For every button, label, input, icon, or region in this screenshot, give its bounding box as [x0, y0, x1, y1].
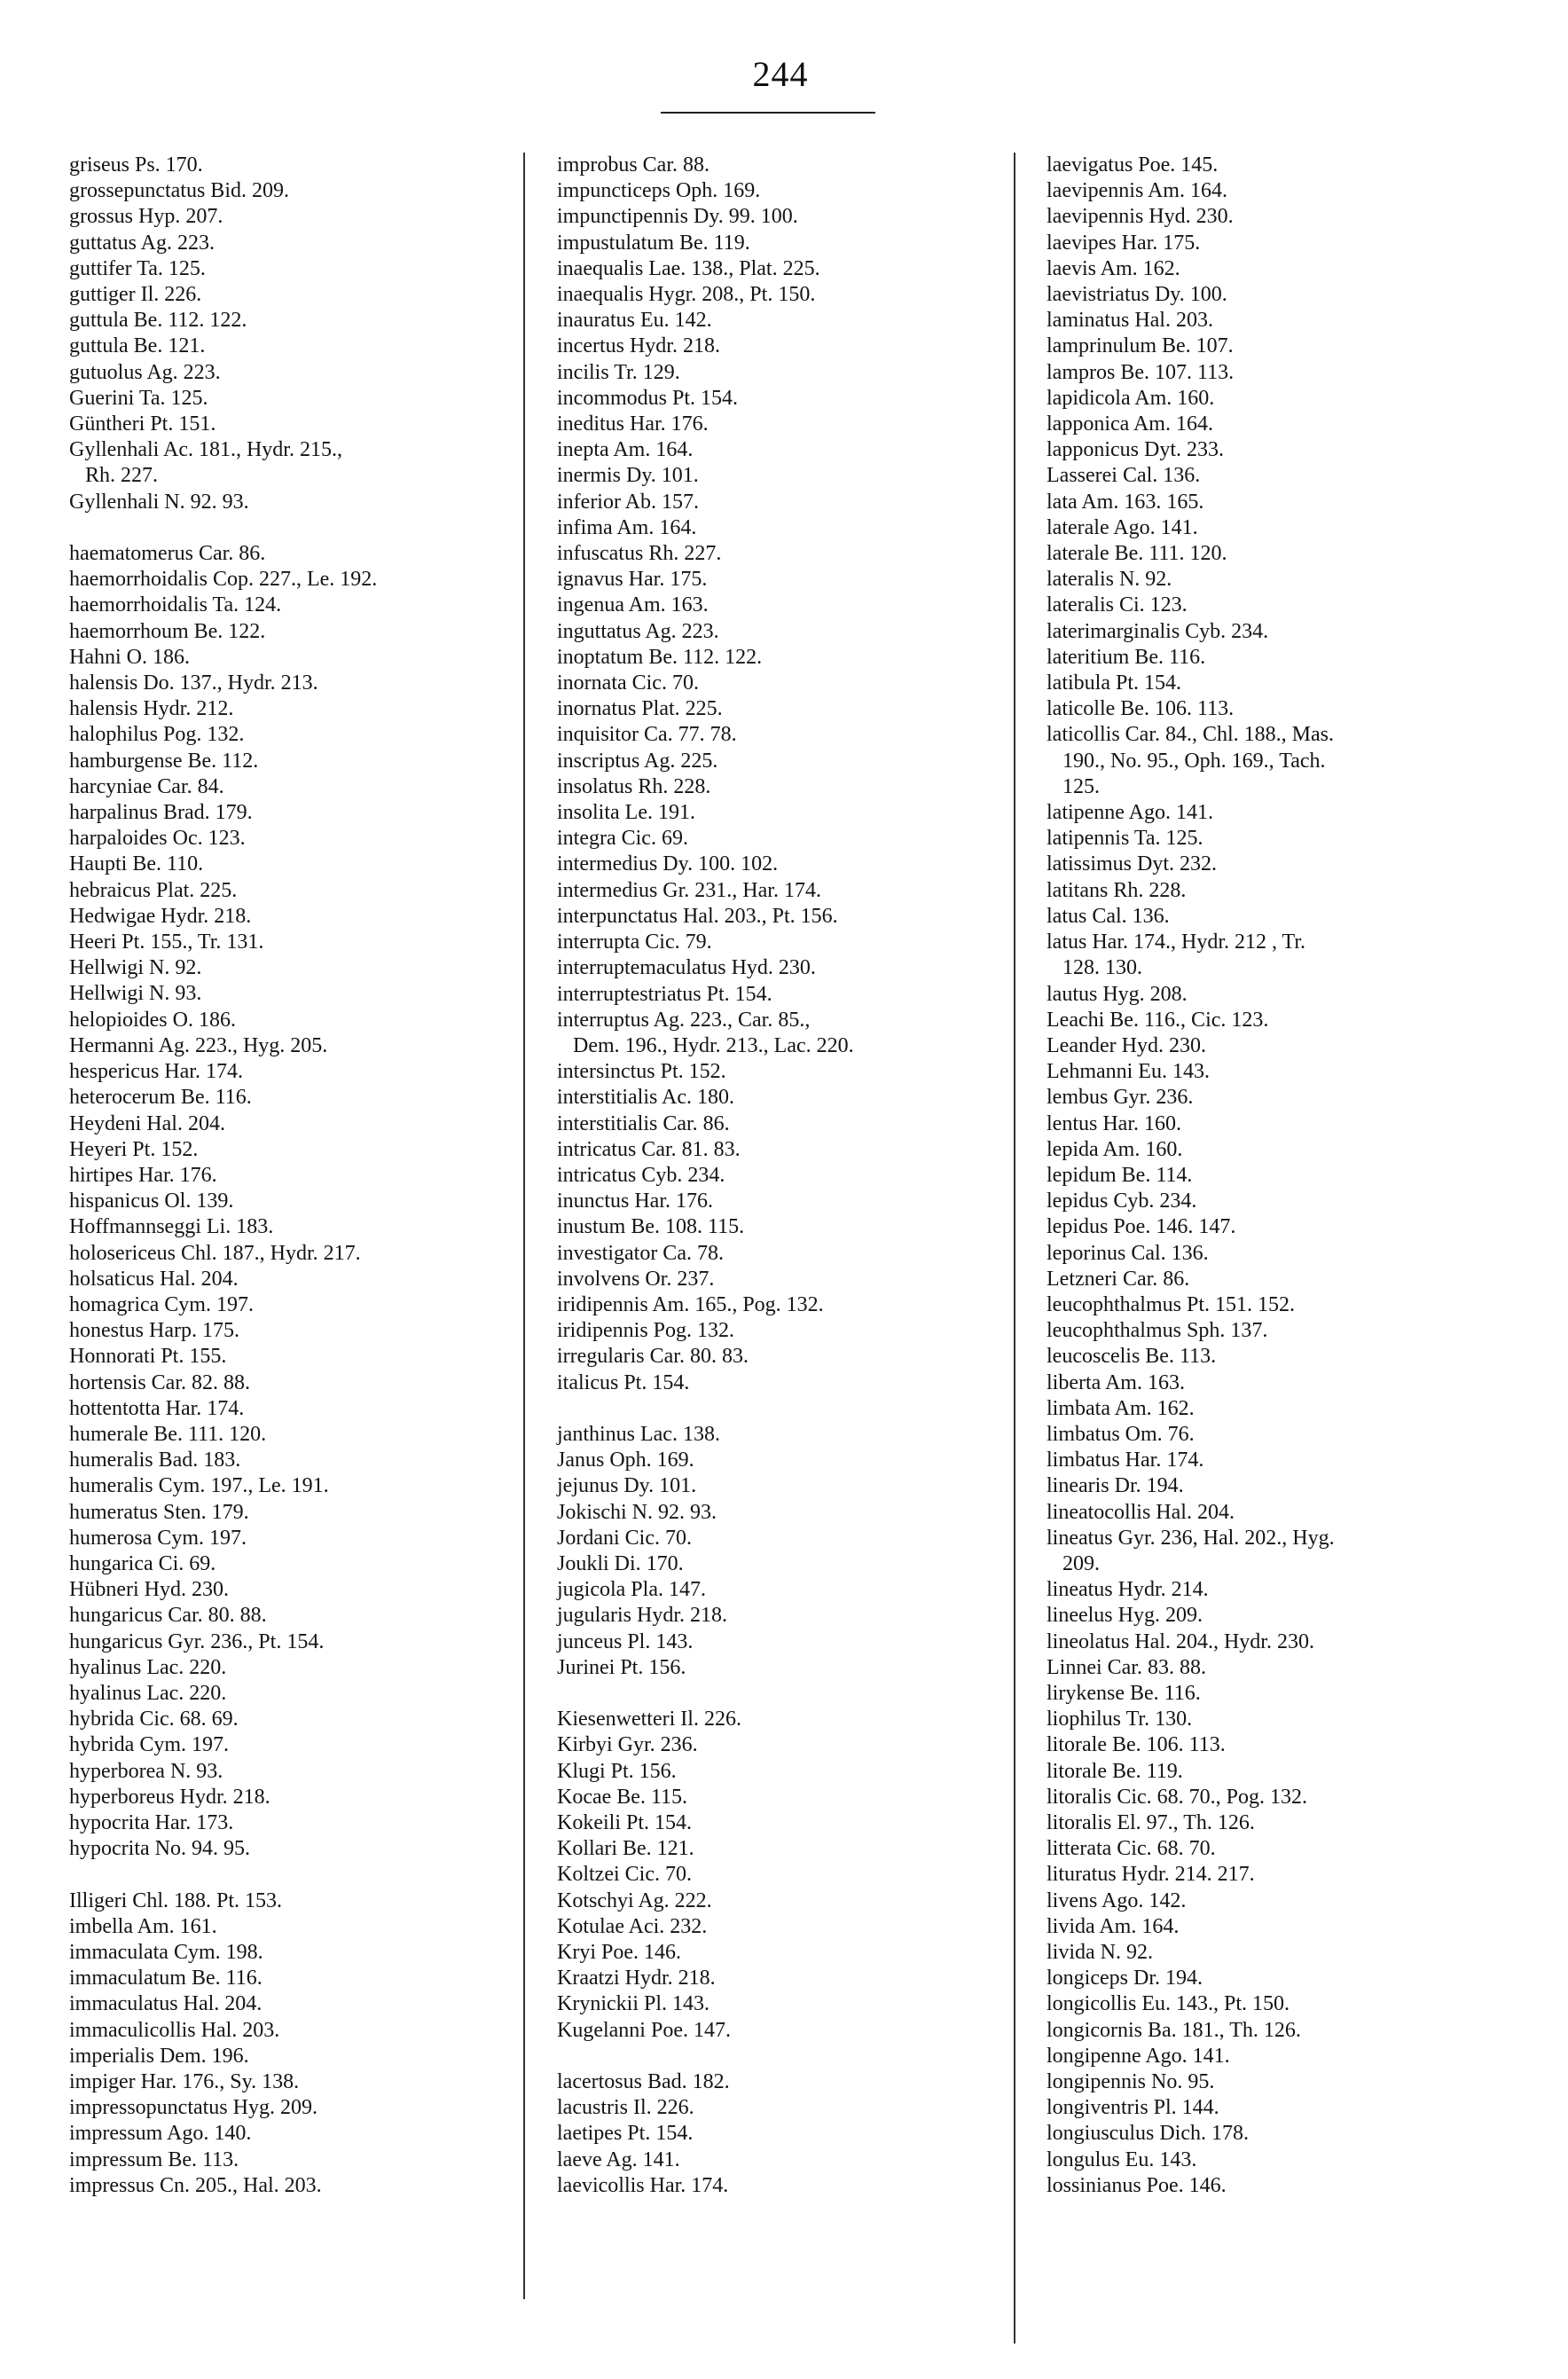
index-entry: Hoffmannseggi Li. 183. [69, 1215, 274, 1239]
index-entry: impunctipennis Dy. 99. 100. [557, 205, 798, 229]
index-entry: laevipennis Am. 164. [1047, 179, 1227, 203]
index-entry: livens Ago. 142. [1047, 1888, 1187, 1912]
index-entry: Hermanni Ag. 223., Hyg. 205. [69, 1033, 328, 1057]
index-entry: hungarica Ci. 69. [69, 1551, 216, 1575]
index-entry: Kryi Poe. 146. [557, 1940, 681, 1964]
index-entry: hottentotta Har. 174. [69, 1396, 245, 1420]
index-entry: Leachi Be. 116., Cic. 123. [1047, 1008, 1269, 1032]
index-entry: guttifer Ta. 125. [69, 256, 206, 280]
index-entry: laterimarginalis Cyb. 234. [1047, 619, 1269, 643]
index-entry: intersinctus Pt. 152. [557, 1060, 726, 1084]
index-entry: lacertosus Bad. 182. [557, 2069, 730, 2093]
index-entry: lepidus Poe. 146. 147. [1047, 1215, 1236, 1239]
column-divider [1014, 153, 1015, 2344]
index-entry: immaculatum Be. 116. [69, 1967, 263, 1990]
index-entry: Kiesenwetteri Il. 226. [557, 1708, 741, 1731]
index-entry: lineatus Hydr. 214. [1047, 1578, 1209, 1602]
index-entry: limbata Am. 162. [1047, 1396, 1195, 1420]
index-entry: leucophthalmus Pt. 151. 152. [1047, 1292, 1295, 1316]
index-entry: imbella Am. 161. [69, 1914, 217, 1938]
index-entry: inunctus Har. 176. [557, 1190, 713, 1213]
index-entry: Leander Hyd. 230. [1047, 1033, 1206, 1057]
index-entry: interstitialis Car. 86. [557, 1111, 730, 1135]
index-entry: interruptemaculatus Hyd. 230. [557, 956, 816, 980]
index-entry: immaculata Cym. 198. [69, 1940, 263, 1964]
index-entry: litterata Cic. 68. 70. [1047, 1837, 1216, 1861]
index-entry: limbatus Om. 76. [1047, 1422, 1195, 1446]
index-entry: livida N. 92. [1047, 1941, 1153, 1965]
index-entry: inguttatus Ag. 223. [557, 619, 719, 643]
index-entry: laevipennis Hyd. 230. [1047, 205, 1234, 229]
index-entry: limbatus Har. 174. [1047, 1449, 1204, 1472]
index-entry: longiventris Pl. 144. [1047, 2096, 1219, 2120]
index-entry: Linnei Car. 83. 88. [1047, 1655, 1206, 1679]
index-entry: longipenne Ago. 141. [1047, 2044, 1230, 2068]
index-entry: hungaricus Car. 80. 88. [69, 1604, 267, 1628]
index-entry: Hellwigi N. 93. [69, 982, 202, 1006]
index-entry: Rh. 227. [69, 464, 159, 488]
index-entry: Heeri Pt. 155., Tr. 131. [69, 930, 264, 954]
index-entry: Honnorati Pt. 155. [69, 1345, 227, 1369]
index-entry: laevistriatus Dy. 100. [1047, 283, 1227, 307]
index-entry: insolita Le. 191. [557, 801, 695, 825]
index-entry: hybrida Cym. 197. [69, 1733, 229, 1757]
index-entry: impuncticeps Oph. 169. [557, 179, 761, 203]
index-entry: inepta Am. 164. [557, 438, 694, 462]
index-entry: ignavus Har. 175. [557, 568, 708, 592]
index-entry: inornata Cic. 70. [557, 671, 699, 695]
index-entry: Illigeri Chl. 188. Pt. 153. [69, 1888, 282, 1912]
index-entry: interpunctatus Hal. 203., Pt. 156. [557, 904, 838, 928]
index-entry: intermedius Gr. 231., Har. 174. [557, 878, 821, 902]
index-entry: 209. [1047, 1551, 1100, 1575]
index-entry: latitans Rh. 228. [1047, 878, 1187, 902]
index-entry: laminatus Hal. 203. [1047, 309, 1213, 333]
index-entry: longiusculus Dich. 178. [1047, 2122, 1249, 2146]
index-entry: jugicola Pla. 147. [557, 1578, 706, 1602]
index-entry: hyperboreus Hydr. 218. [69, 1785, 270, 1809]
index-entry: junceus Pl. 143. [557, 1629, 694, 1653]
index-entry: improbus Car. 88. [557, 153, 710, 177]
index-entry: Joukli Di. 170. [557, 1551, 684, 1575]
section-gap [557, 2044, 1018, 2069]
index-entry: grossus Hyp. 207. [69, 205, 223, 229]
index-entry: guttula Be. 112. 122. [69, 309, 247, 333]
index-entry: Janus Oph. 169. [557, 1449, 694, 1472]
index-entry: inustum Be. 108. 115. [557, 1215, 745, 1239]
index-entry: lineelus Hyg. 209. [1047, 1604, 1203, 1628]
index-column-1 [69, 153, 530, 2199]
index-entry: longicollis Eu. 143., Pt. 150. [1047, 1992, 1290, 2016]
index-entry: liberta Am. 163. [1047, 1370, 1185, 1394]
index-entry: lamprinulum Be. 107. [1047, 334, 1234, 358]
index-entry: impressopunctatus Hyg. 209. [69, 2096, 318, 2120]
index-entry: litorale Be. 119. [1047, 1759, 1183, 1783]
index-entry: lapponicus Dyt. 233. [1047, 438, 1224, 462]
index-entry: Jordani Cic. 70. [557, 1526, 692, 1550]
index-entry: Kirbyi Gyr. 236. [557, 1733, 698, 1757]
index-entry: laterale Be. 111. 120. [1047, 542, 1227, 566]
index-entry: lateralis Ci. 123. [1047, 593, 1188, 617]
index-entry: interruptestriatus Pt. 154. [557, 982, 772, 1006]
index-entry: lineolatus Hal. 204., Hydr. 230. [1047, 1629, 1314, 1653]
index-entry: latibula Pt. 154. [1047, 671, 1181, 695]
index-entry: harpaloides Oc. 123. [69, 827, 246, 851]
index-entry: harpalinus Brad. 179. [69, 801, 253, 825]
index-entry: immaculicollis Hal. 203. [69, 2018, 280, 2042]
index-entry: inornatus Plat. 225. [557, 697, 723, 721]
index-entry: hirtipes Har. 176. [69, 1163, 217, 1187]
index-entry: ineditus Har. 176. [557, 412, 709, 436]
index-entry: Kocae Be. 115. [557, 1785, 688, 1809]
index-entry: integra Cic. 69. [557, 827, 688, 851]
index-entry: inermis Dy. 101. [557, 464, 699, 488]
index-entry: 190., No. 95., Oph. 169., Tach. [1047, 749, 1326, 773]
index-entry: Kotulae Aci. 232. [557, 1914, 708, 1938]
index-entry: hispanicus Ol. 139. [69, 1190, 234, 1213]
index-entry: hespericus Har. 174. [69, 1060, 243, 1084]
index-entry: janthinus Lac. 138. [557, 1422, 720, 1446]
index-entry: Kugelanni Poe. 147. [557, 2018, 731, 2042]
index-entry: lateritium Be. 116. [1047, 645, 1206, 669]
header-rule [661, 112, 875, 114]
index-entry: insolatus Rh. 228. [557, 774, 711, 798]
index-entry: Kollari Be. 121. [557, 1837, 694, 1861]
index-entry: irregularis Car. 80. 83. [557, 1345, 749, 1369]
index-entry: Haupti Be. 110. [69, 852, 204, 876]
index-entry: gutuolus Ag. 223. [69, 360, 221, 384]
index-entry: laticolle Be. 106. 113. [1047, 697, 1235, 721]
index-entry: Heyeri Pt. 152. [69, 1137, 199, 1161]
index-entry: laeve Ag. 141. [557, 2147, 680, 2171]
section-gap [69, 1862, 530, 1888]
index-entry: Kokeili Pt. 154. [557, 1810, 693, 1834]
index-entry: laticollis Car. 84., Chl. 188., Mas. [1047, 723, 1334, 747]
index-entry: inauratus Eu. 142. [557, 309, 712, 333]
index-entry: Klugi Pt. 156. [557, 1759, 677, 1783]
index-entry: halensis Hydr. 212. [69, 697, 234, 721]
index-entry: Hedwigae Hydr. 218. [69, 904, 252, 928]
index-entry: lituratus Hydr. 214. 217. [1047, 1863, 1255, 1887]
index-entry: interruptus Ag. 223., Car. 85., [557, 1008, 811, 1032]
index-entry: impustulatum Be. 119. [557, 231, 750, 255]
section-gap [557, 1681, 1018, 1707]
index-entry: Koltzei Cic. 70. [557, 1863, 692, 1887]
index-entry: Lasserei Cal. 136. [1047, 464, 1201, 488]
section-gap [69, 515, 530, 541]
index-entry: humerosa Cym. 197. [69, 1526, 247, 1550]
index-entry: longipennis No. 95. [1047, 2070, 1215, 2094]
index-entry: laterale Ago. 141. [1047, 515, 1198, 539]
index-entry: halophilus Pog. 132. [69, 723, 245, 747]
index-entry: inferior Ab. 157. [557, 490, 699, 514]
page-number: 244 [752, 54, 809, 94]
index-entry: latipenne Ago. 141. [1047, 801, 1213, 825]
section-gap [557, 1396, 1018, 1422]
index-entry: Guerini Ta. 125. [69, 386, 208, 410]
index-entry: 125. [1047, 774, 1100, 798]
index-entry: lapidicola Am. 160. [1047, 386, 1215, 410]
index-entry: leucophthalmus Sph. 137. [1047, 1319, 1268, 1343]
index-entry: guttula Be. 121. [69, 334, 206, 358]
index-entry: inscriptus Ag. 225. [557, 749, 718, 773]
index-entry: humeratus Sten. 179. [69, 1500, 249, 1524]
index-entry: Heydeni Hal. 204. [69, 1111, 225, 1135]
index-entry: Gyllenhali Ac. 181., Hydr. 215., [69, 438, 342, 462]
index-entry: imperialis Dem. 196. [69, 2044, 249, 2068]
index-entry: lembus Gyr. 236. [1047, 1086, 1194, 1110]
index-entry: litoralis Cic. 68. 70., Pog. 132. [1047, 1785, 1307, 1809]
index-entry: linearis Dr. 194. [1047, 1474, 1184, 1498]
index-entry: lineatus Gyr. 236, Hal. 202., Hyg. [1047, 1526, 1335, 1550]
index-entry: haemorrhoidalis Cop. 227., Le. 192. [69, 568, 378, 592]
index-entry: Kotschyi Ag. 222. [557, 1888, 712, 1912]
index-entry: holosericeus Chl. 187., Hydr. 217. [69, 1241, 361, 1265]
index-entry: harcyniae Car. 84. [69, 774, 224, 798]
index-entry: heterocerum Be. 116. [69, 1086, 252, 1110]
index-entry: inquisitor Ca. 77. 78. [557, 723, 737, 747]
column-divider [523, 153, 525, 2299]
index-entry: lentus Har. 160. [1047, 1111, 1181, 1135]
index-entry: lirykense Be. 116. [1047, 1681, 1201, 1705]
index-entry: impressus Cn. 205., Hal. 203. [69, 2173, 322, 2197]
index-entry: homagrica Cym. 197. [69, 1292, 254, 1316]
index-entry: immaculatus Hal. 204. [69, 1992, 263, 2016]
index-entry: laevigatus Poe. 145. [1047, 153, 1219, 177]
index-entry: leucoscelis Be. 113. [1047, 1345, 1217, 1369]
index-entry: Hübneri Hyd. 230. [69, 1578, 229, 1602]
index-entry: jejunus Dy. 101. [557, 1474, 697, 1498]
index-entry: halensis Do. 137., Hydr. 213. [69, 671, 318, 695]
index-entry: intricatus Cyb. 234. [557, 1163, 725, 1187]
index-entry: liophilus Tr. 130. [1047, 1708, 1193, 1731]
index-entry: jugularis Hydr. 218. [557, 1604, 727, 1628]
index-entry: laevicollis Har. 174. [557, 2173, 729, 2197]
index-entry: impiger Har. 176., Sy. 138. [69, 2070, 300, 2093]
index-entry: litorale Be. 106. 113. [1047, 1733, 1226, 1757]
index-entry: hungaricus Gyr. 236., Pt. 154. [69, 1629, 325, 1653]
index-entry: latus Cal. 136. [1047, 904, 1170, 928]
index-entry: laevis Am. 162. [1047, 256, 1180, 280]
index-entry: iridipennis Pog. 132. [557, 1319, 735, 1343]
index-entry: guttiger Il. 226. [69, 283, 202, 307]
index-entry: infuscatus Rh. 227. [557, 542, 722, 566]
index-entry: impressum Be. 113. [69, 2147, 239, 2171]
index-entry: lossinianus Poe. 146. [1047, 2173, 1227, 2197]
index-entry: haemorrhoum Be. 122. [69, 619, 266, 643]
index-entry: helopioides O. 186. [69, 1008, 236, 1032]
index-entry: Lehmanni Eu. 143. [1047, 1060, 1210, 1084]
index-entry: grossepunctatus Bid. 209. [69, 179, 289, 203]
index-entry: ingenua Am. 163. [557, 593, 709, 617]
index-entry: hamburgense Be. 112. [69, 749, 259, 773]
index-entry: laevipes Har. 175. [1047, 231, 1201, 255]
index-entry: Hellwigi N. 92. [69, 956, 202, 980]
index-entry: intermedius Dy. 100. 102. [557, 852, 779, 876]
index-entry: livida Am. 164. [1047, 1914, 1180, 1938]
index-entry: 128. 130. [1047, 956, 1142, 980]
index-entry: guttatus Ag. 223. [69, 231, 216, 255]
index-entry: Jurinei Pt. 156. [557, 1655, 686, 1679]
index-entry: inoptatum Be. 112. 122. [557, 645, 763, 669]
index-entry: holsaticus Hal. 204. [69, 1267, 239, 1291]
index-entry: hyalinus Lac. 220. [69, 1681, 227, 1705]
index-entry: latus Har. 174., Hydr. 212 , Tr. [1047, 930, 1306, 954]
index-entry: incilis Tr. 129. [557, 360, 680, 384]
index-entry: inaequalis Hygr. 208., Pt. 150. [557, 283, 816, 307]
index-entry: Güntheri Pt. 151. [69, 412, 216, 436]
index-entry: latipennis Ta. 125. [1047, 827, 1203, 851]
index-entry: involvens Or. 237. [557, 1267, 715, 1291]
index-entry: Krynickii Pl. 143. [557, 1992, 710, 2016]
index-entry: lautus Hyg. 208. [1047, 982, 1188, 1006]
index-entry: latissimus Dyt. 232. [1047, 852, 1218, 876]
index-entry: lineatocollis Hal. 204. [1047, 1500, 1235, 1524]
index-entry: investigator Ca. 78. [557, 1241, 724, 1265]
index-entry: lapponica Am. 164. [1047, 412, 1213, 436]
index-entry: lampros Be. 107. 113. [1047, 360, 1235, 384]
index-entry: hyperborea N. 93. [69, 1759, 223, 1783]
index-entry: litoralis El. 97., Th. 126. [1047, 1811, 1255, 1834]
index-entry: honestus Harp. 175. [69, 1319, 239, 1343]
index-entry: lepidus Cyb. 234. [1047, 1190, 1197, 1213]
index-entry: griseus Ps. 170. [69, 153, 203, 177]
index-entry: lacustris Il. 226. [557, 2096, 694, 2120]
index-entry: inaequalis Lae. 138., Plat. 225. [557, 256, 820, 280]
index-entry: intricatus Car. 81. 83. [557, 1137, 741, 1161]
index-entry: interstitialis Ac. 180. [557, 1086, 734, 1110]
index-entry: iridipennis Am. 165., Pog. 132. [557, 1292, 824, 1316]
index-entry: interrupta Cic. 79. [557, 930, 712, 954]
index-entry: longulus Eu. 143. [1047, 2147, 1197, 2171]
index-entry: longiceps Dr. 194. [1047, 1967, 1203, 1990]
index-entry: haematomerus Car. 86. [69, 542, 266, 566]
index-entry: Dem. 196., Hydr. 213., Lac. 220. [557, 1033, 854, 1057]
index-entry: incertus Hydr. 218. [557, 334, 720, 358]
index-entry: Gyllenhali N. 92. 93. [69, 490, 249, 514]
index-entry: Letzneri Car. 86. [1047, 1267, 1190, 1291]
index-entry: laetipes Pt. 154. [557, 2122, 694, 2146]
index-entry: humeralis Cym. 197., Le. 191. [69, 1474, 329, 1498]
index-entry: infima Am. 164. [557, 515, 697, 539]
index-column-3 [1047, 153, 1525, 2199]
index-entry: italicus Pt. 154. [557, 1370, 690, 1394]
index-entry: hortensis Car. 82. 88. [69, 1370, 250, 1394]
index-entry: humerale Be. 111. 120. [69, 1422, 267, 1446]
index-entry: hyalinus Lac. 220. [69, 1655, 227, 1679]
index-entry: lata Am. 163. 165. [1047, 490, 1204, 514]
index-entry: lateralis N. 92. [1047, 568, 1172, 592]
index-entry: impressum Ago. 140. [69, 2122, 252, 2146]
index-entry: hebraicus Plat. 225. [69, 878, 238, 902]
index-entry: longicornis Ba. 181., Th. 126. [1047, 2018, 1301, 2042]
index-entry: Kraatzi Hydr. 218. [557, 1967, 716, 1990]
index-entry: Jokischi N. 92. 93. [557, 1500, 717, 1524]
index-entry: humeralis Bad. 183. [69, 1449, 241, 1472]
index-entry: hypocrita No. 94. 95. [69, 1837, 250, 1861]
index-entry: incommodus Pt. 154. [557, 386, 739, 410]
index-entry: hypocrita Har. 173. [69, 1810, 234, 1834]
index-entry: hybrida Cic. 68. 69. [69, 1708, 239, 1731]
index-entry: Hahni O. 186. [69, 645, 190, 669]
index-entry: lepidum Be. 114. [1047, 1163, 1193, 1187]
index-entry: lepida Am. 160. [1047, 1137, 1183, 1161]
index-column-2 [557, 153, 1018, 2199]
index-entry: haemorrhoidalis Ta. 124. [69, 593, 282, 617]
index-entry: leporinus Cal. 136. [1047, 1241, 1209, 1265]
